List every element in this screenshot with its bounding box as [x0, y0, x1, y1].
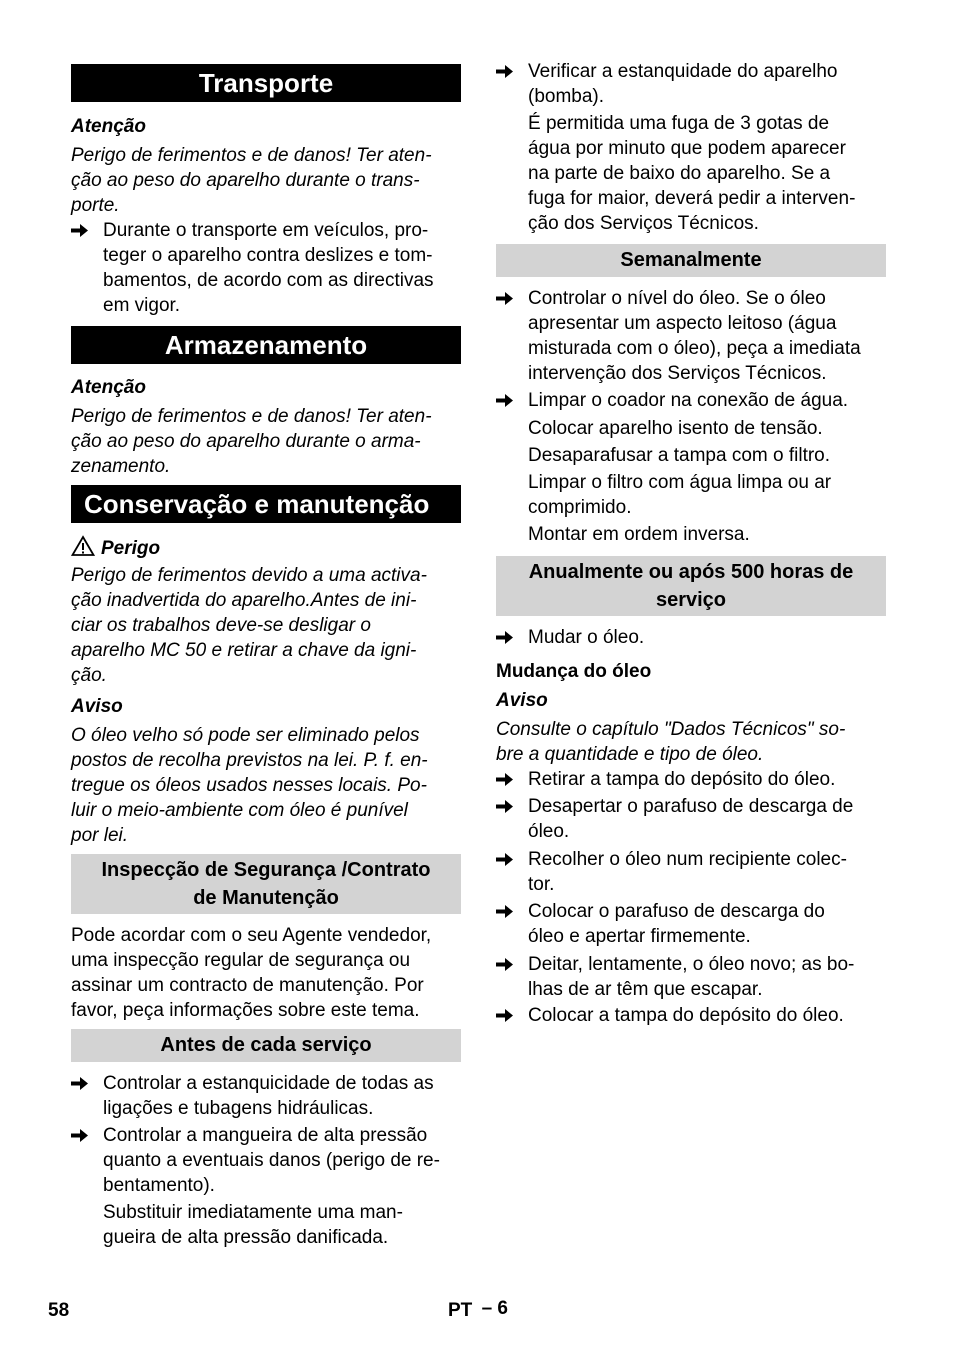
text-line: Colocar o parafuso de descarga do — [528, 901, 825, 922]
sub-step — [496, 522, 886, 547]
text-line: luir o meio-ambiente com óleo é punível — [71, 800, 408, 821]
danger-title-row — [71, 535, 461, 561]
text-line: Desaparafusar a tampa com o filtro. — [528, 445, 831, 466]
text-line: Perigo de ferimentos e de danos! Ter aten- — [71, 145, 432, 166]
text-line: Limpar o filtro com água limpa ou ar — [528, 472, 832, 493]
text-line: ção ao peso do aparelho durante o trans- — [71, 170, 420, 191]
arrow-right-icon — [496, 286, 518, 311]
instruction-step — [496, 1003, 886, 1028]
text-line: óleo e apertar firmemente. — [528, 926, 751, 947]
subheading-mudanca: Mudança do óleo — [496, 661, 652, 682]
text-line: Substituir imediatamente uma man- — [103, 1202, 403, 1223]
instruction-step — [496, 286, 886, 386]
text-line: Verificar a estanquidade do aparelho — [528, 61, 838, 82]
inspeccao-body — [71, 923, 461, 1023]
text-line: água por minuto que podem aparecer — [528, 138, 846, 159]
subsection-heading-antes: Antes de cada serviço — [71, 1029, 461, 1062]
arrow-right-icon — [496, 847, 518, 872]
notice-title: Aviso — [71, 696, 123, 717]
text-line: Montar em ordem inversa. — [528, 524, 750, 545]
subsection-heading-semanalmente: Semanalmente — [496, 244, 886, 277]
text-line: óleo. — [528, 821, 570, 842]
attention-text — [71, 143, 461, 218]
text-line: É permitida uma fuga de 3 gotas de — [528, 113, 830, 134]
instruction-step — [496, 388, 886, 413]
danger-title: Perigo — [101, 538, 161, 559]
text-line: Mudar o óleo. — [528, 627, 645, 648]
text-line: apresentar um aspecto leitoso (água — [528, 313, 837, 334]
arrow-right-icon — [496, 59, 518, 84]
instruction-step — [496, 899, 886, 949]
footer-section-label — [448, 1298, 508, 1323]
text-line: Perigo de ferimentos devido a uma activa- — [71, 565, 427, 586]
text-line: favor, peça informações sobre este tema. — [71, 1000, 420, 1021]
text-line: (bomba). — [528, 86, 605, 107]
warning-triangle-icon — [71, 535, 95, 557]
arrow-right-icon — [496, 625, 518, 650]
text-line: postos de recolha previstos na lei. P. f. en- — [71, 750, 428, 771]
text-line: Controlar a mangueira de alta pressão — [103, 1125, 428, 1146]
text-line: bre a quantidade e tipo de óleo. — [496, 744, 764, 765]
instruction-step — [496, 625, 886, 650]
heading-line: Inspecção de Segurança /Contrato — [101, 859, 431, 881]
text-line: quanto a eventuais danos (perigo de re- — [103, 1150, 440, 1171]
instruction-step — [496, 794, 886, 844]
notice-text — [71, 723, 461, 848]
text-line: tregue os óleos usados nesses locais. Po- — [71, 775, 427, 796]
text-line: em vigor. — [103, 295, 181, 316]
instruction-step — [496, 847, 886, 897]
subsection-heading-anualmente — [496, 556, 886, 616]
text-line: misturada com o óleo), peça a imediata — [528, 338, 861, 359]
text-line: ção dos Serviços Técnicos. — [528, 213, 759, 234]
arrow-right-icon — [496, 388, 518, 413]
text-line: Consulte o capítulo "Dados Técnicos" so- — [496, 719, 846, 740]
text-line: Retirar a tampa do depósito do óleo. — [528, 769, 836, 790]
arrow-right-icon — [496, 952, 518, 977]
instruction-step — [71, 1123, 461, 1198]
text-line: Perigo de ferimentos e de danos! Ter aten- — [71, 406, 432, 427]
arrow-right-icon — [71, 218, 93, 243]
text-line: ligações e tubagens hidráulicas. — [103, 1098, 374, 1119]
text-line: gueira de alta pressão danificada. — [103, 1227, 389, 1248]
arrow-right-icon — [71, 1071, 93, 1096]
text-line: Desapertar o parafuso de descarga de — [528, 796, 854, 817]
attention-title: Atenção — [71, 377, 146, 398]
text-line: aparelho MC 50 e retirar a chave da igni- — [71, 640, 417, 661]
text-line: por lei. — [71, 825, 129, 846]
section-number: – 6 — [481, 1298, 508, 1319]
text-line: Controlar o nível do óleo. Se o óleo — [528, 288, 826, 309]
arrow-right-icon — [496, 794, 518, 819]
page-number: 58 — [48, 1300, 70, 1321]
section-heading-transporte: Transporte — [71, 64, 461, 102]
text-line: Limpar o coador na conexão de água. — [528, 390, 849, 411]
text-line: ção inadvertida do aparelho.Antes de ini- — [71, 590, 417, 611]
text-line: tor. — [528, 874, 555, 895]
heading-line: Anualmente ou após 500 horas de — [528, 561, 854, 583]
text-line: bamentos, de acordo com as directivas — [103, 270, 434, 291]
text-line: lhas de ar têm que escapar. — [528, 979, 763, 1000]
text-line: Durante o transporte em veículos, pro- — [103, 220, 429, 241]
text-line: teger o aparelho contra deslizes e tom- — [103, 245, 433, 266]
step-extra-text — [496, 111, 886, 236]
instruction-step — [71, 1071, 461, 1121]
text-line: porte. — [71, 195, 120, 216]
text-line: ciar os trabalhos deve-se desligar o — [71, 615, 371, 636]
text-line: na parte de baixo do aparelho. Se a — [528, 163, 831, 184]
sub-step — [496, 470, 886, 520]
text-line: zenamento. — [71, 456, 171, 477]
text-line: Deitar, lentamente, o óleo novo; as bo- — [528, 954, 855, 975]
text-line: Controlar a estanquicidade de todas as — [103, 1073, 434, 1094]
instruction-step — [496, 59, 886, 109]
arrow-right-icon — [71, 1123, 93, 1148]
text-line: Recolher o óleo num recipiente colec- — [528, 849, 847, 870]
text-line: fuga for maior, deverá pedir a interven- — [528, 188, 856, 209]
section-heading-armazenamento: Armazenamento — [71, 326, 461, 364]
text-line: Pode acordar com o seu Agente vendedor, — [71, 925, 432, 946]
text-line: ção ao peso do aparelho durante o arma- — [71, 431, 421, 452]
step-extra-text — [71, 1200, 461, 1250]
language-code: PT — [448, 1300, 473, 1321]
heading-line: de Manutenção — [193, 887, 339, 909]
subsection-heading-inspeccao — [71, 854, 461, 914]
text-line: assinar um contracto de manutenção. Por — [71, 975, 424, 996]
arrow-right-icon — [496, 899, 518, 924]
notice-title: Aviso — [496, 690, 548, 711]
text-line: intervenção dos Serviços Técnicos. — [528, 363, 827, 384]
danger-text — [71, 563, 461, 688]
sub-step — [496, 416, 886, 441]
text-line: O óleo velho só pode ser eliminado pelos — [71, 725, 420, 746]
section-heading-conservacao: Conservação e manutenção — [71, 485, 461, 523]
text-line: comprimido. — [528, 497, 632, 518]
attention-title: Atenção — [71, 116, 146, 137]
text-line: Colocar a tampa do depósito do óleo. — [528, 1005, 844, 1026]
text-line: bentamento). — [103, 1175, 215, 1196]
text-line: ção. — [71, 665, 107, 686]
instruction-step — [496, 767, 886, 792]
attention-text — [71, 404, 461, 479]
arrow-right-icon — [496, 767, 518, 792]
instruction-step — [71, 218, 461, 318]
sub-step — [496, 443, 886, 468]
notice-text — [496, 717, 886, 767]
instruction-step — [496, 952, 886, 1002]
text-line: uma inspecção regular de segurança ou — [71, 950, 411, 971]
text-line: Colocar aparelho isento de tensão. — [528, 418, 823, 439]
heading-line: serviço — [655, 589, 727, 611]
arrow-right-icon — [496, 1003, 518, 1028]
